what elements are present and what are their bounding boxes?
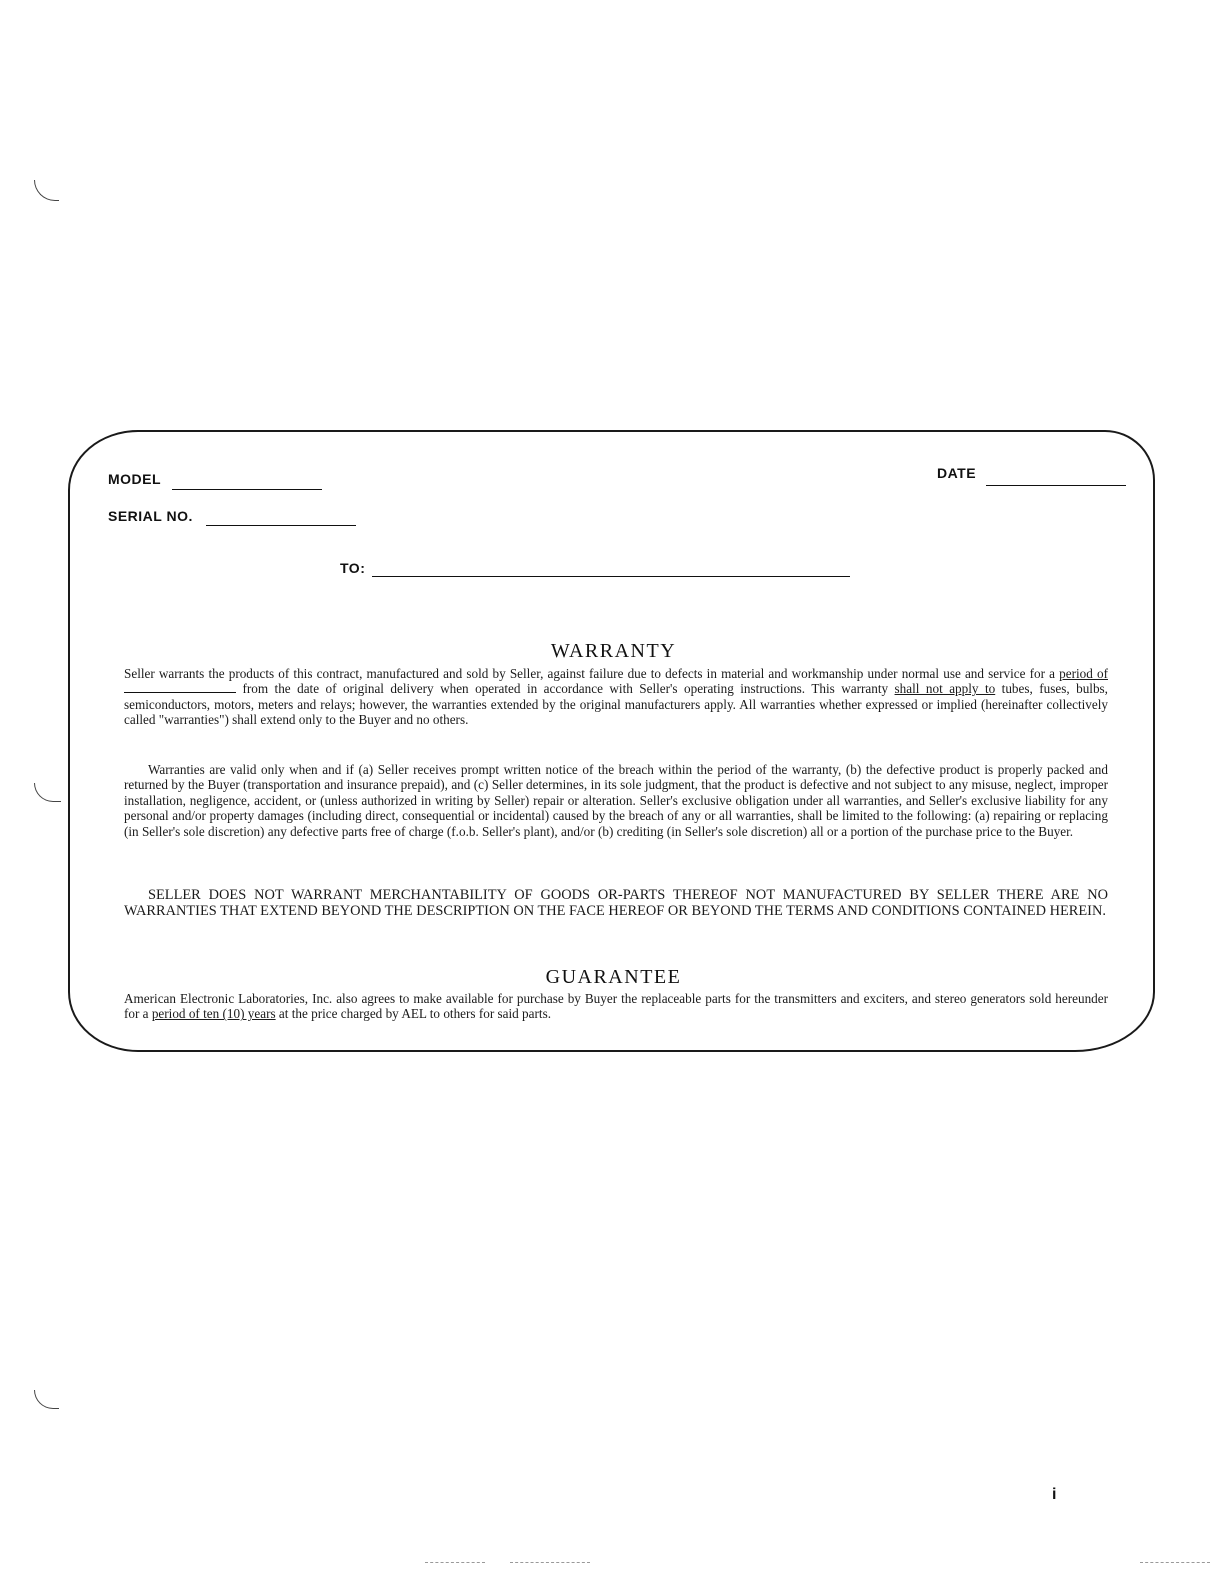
warranty-p1-part-c: tubes, fuses, bulbs, semiconductors, motors, meters and relays; however, the warranties extended by the original manufacturers apply. All warranties whether expressed or implied (hereinafter collectively called "warranties") shall extend only to the Buyer and no others. <box>124 681 1108 728</box>
serial-no-label: SERIAL NO. <box>108 508 193 524</box>
warranty-p1-part-a: Seller warrants the products of this contract, manufactured and sold by Seller, against failure due to defects in material and workmanship under normal use and service for a <box>124 666 1060 681</box>
warranty-paragraph-2: Warranties are valid only when and if (a) Seller receives prompt written notice of the breach within the period of the warranty, (b) the defective product is properly packed and returned by the Buyer (transportation and insurance prepaid), and (c) Seller determines, in its sole judgment, that the product is defective and not subject to any misuse, neglect, improper installation, negligence, accident, or (unless authorized in writing by Seller) repair or alteration. Seller's exclusive obligation under all warranties, and Seller's exclusive liability for any personal and/or property damages (including direct, consequential or incidental) caused by the breach of any or all warranties, shall be limited to the following: (a) repairing or replacing (in Seller's sole discretion) any defective parts free of charge (f.o.b. Seller's plant), and/or (b) crediting (in Seller's sole discretion) all or a portion of the purchase price to the Buyer. <box>124 762 1108 839</box>
warranty-p1-part-b: from the date of original delivery when operated in accordance with Seller's operating instructions. This warranty <box>236 681 895 697</box>
warranty-disclaimer: SELLER DOES NOT WARRANT MERCHANTABILITY OF GOODS OR-PARTS THEREOF NOT MANUFACTURED BY SELLER THERE ARE NO WARRANTIES THAT EXTEND BEYOND THE DESCRIPTION ON THE FACE HEREOF OR BEYOND THE TERMS AND CONDITIONS CONTAINED HEREIN. <box>124 887 1108 919</box>
warranty-heading: WARRANTY <box>550 640 677 662</box>
date-label: DATE <box>937 465 977 481</box>
warranty-card-border <box>68 430 1155 1052</box>
to-field[interactable] <box>372 576 850 577</box>
guarantee-part-a: American Electronic Laboratories, Inc. also agrees to make available for purchase by Buyer the replaceable parts for the transmitters and exciters, and stereo generators sold hereunder for a <box>124 991 1108 1022</box>
guarantee-part-b: at the price charged by AEL to others for said parts. <box>275 1006 551 1022</box>
warranty-period-label: period of <box>1059 666 1108 681</box>
punch-hole-mark-bottom <box>34 1390 59 1409</box>
to-label: TO: <box>340 560 366 576</box>
scan-artifact-dash <box>510 1562 590 1563</box>
warranty-period-blank[interactable] <box>124 682 236 693</box>
guarantee-period: period of ten (10) years <box>151 1006 276 1022</box>
warranty-paragraph-1 <box>124 666 1108 728</box>
model-field[interactable] <box>172 489 322 490</box>
scan-artifact-dash <box>1140 1562 1210 1563</box>
scan-artifact-dash <box>425 1562 485 1563</box>
date-field[interactable] <box>986 485 1126 486</box>
serial-no-field[interactable] <box>206 525 356 526</box>
guarantee-heading: GUARANTEE <box>545 966 682 988</box>
model-label: MODEL <box>108 471 162 487</box>
warranty-exclusion-phrase: shall not apply to <box>894 681 996 697</box>
page-number: i <box>1052 1486 1057 1503</box>
punch-hole-mark-middle <box>34 783 61 802</box>
punch-hole-mark-top <box>34 180 59 201</box>
guarantee-paragraph <box>124 991 1108 1022</box>
